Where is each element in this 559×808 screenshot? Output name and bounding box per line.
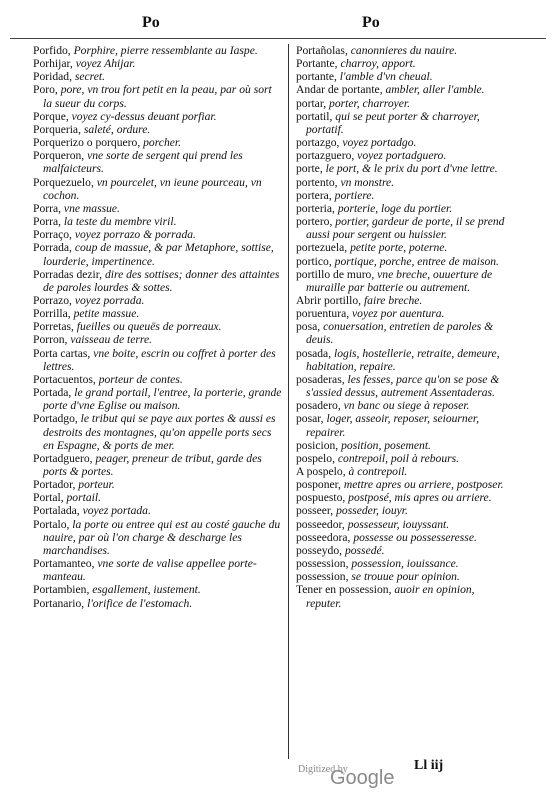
definition: faire breche. bbox=[363, 293, 423, 307]
definition: contrepoil, poil à rebours. bbox=[337, 451, 460, 465]
right-column-entry bbox=[296, 320, 506, 346]
definition: petite massue. bbox=[73, 307, 140, 321]
headword: Abrir portillo, bbox=[296, 293, 364, 307]
definition: peager, preneur de tribut, garde des ports & portes. bbox=[43, 451, 262, 478]
digitized-by-label: Digitized by bbox=[298, 764, 348, 775]
definition: le port, & le prix du port d'vne lettre. bbox=[325, 162, 498, 176]
definition: esgallement, iustement. bbox=[92, 583, 201, 597]
left-column-entry bbox=[33, 57, 283, 70]
left-column-entry bbox=[33, 228, 283, 241]
left-column-entry bbox=[33, 347, 283, 373]
definition: portier, gardeur de porte, il se prend aussi pour sergent ou huissier. bbox=[306, 215, 505, 242]
definition: voyez cy-dessus deuant porfiar. bbox=[71, 109, 217, 123]
headword: Portanario, bbox=[33, 596, 88, 610]
left-column-entry bbox=[33, 373, 283, 386]
headword: Porrilla, bbox=[33, 307, 74, 321]
definition: portail. bbox=[66, 491, 101, 505]
definition: conuersation, entretien de paroles & deuis. bbox=[306, 320, 494, 347]
definition: portique, porche, entree de maison. bbox=[334, 254, 499, 268]
right-column-entry bbox=[296, 412, 506, 438]
headword: Portada, bbox=[33, 386, 75, 400]
definition: mettre apres ou arriere, postposer. bbox=[343, 478, 504, 492]
definition: vne boite, escrin ou coffret à porter des lettres. bbox=[43, 346, 276, 373]
right-column-entry bbox=[296, 373, 506, 399]
left-column-entry bbox=[33, 320, 283, 333]
headword: pospuesto, bbox=[296, 491, 349, 505]
left-column-entry bbox=[33, 136, 283, 149]
definition: possedé. bbox=[344, 543, 385, 557]
headword: Portadgo, bbox=[33, 412, 81, 426]
definition: vn banc ou siege à reposer. bbox=[343, 399, 470, 413]
right-column-entry bbox=[296, 491, 506, 504]
headword: poruentura, bbox=[296, 307, 353, 321]
headword: posponer, bbox=[296, 478, 344, 492]
right-column-entry bbox=[296, 504, 506, 517]
definition: porter, charroyer. bbox=[329, 96, 411, 110]
headword: posaderas, bbox=[296, 372, 348, 386]
right-column-entry bbox=[296, 162, 506, 175]
right-column-entry bbox=[296, 347, 506, 373]
left-column-entry bbox=[33, 294, 283, 307]
definition: canonnieres du nauire. bbox=[350, 44, 458, 57]
definition: se trouue pour opinion. bbox=[351, 570, 460, 584]
definition: la teste du membre viril. bbox=[63, 215, 177, 229]
headword: Portañolas, bbox=[296, 44, 351, 57]
definition: auoir en opinion, reputer. bbox=[306, 583, 475, 610]
headword: posada, bbox=[296, 346, 334, 360]
definition: position, posement. bbox=[341, 438, 431, 452]
left-column-entry bbox=[33, 241, 283, 267]
headword: posadero, bbox=[296, 399, 344, 413]
left-column-entry bbox=[33, 504, 283, 517]
definition: vne massue. bbox=[63, 201, 120, 215]
headword: Porra, bbox=[33, 215, 64, 229]
headword: portante, bbox=[296, 70, 340, 84]
headword: Portador, bbox=[33, 478, 79, 492]
headword: A pospelo, bbox=[296, 465, 349, 478]
definition: voyez portadguero. bbox=[357, 149, 447, 163]
left-column-entry bbox=[33, 478, 283, 491]
definition: secret. bbox=[74, 70, 106, 84]
right-column-entry bbox=[296, 452, 506, 465]
definition: à contrepoil. bbox=[348, 465, 408, 478]
header-rule bbox=[10, 38, 546, 39]
headword: Porrazo, bbox=[33, 293, 75, 307]
right-column-entry bbox=[296, 110, 506, 136]
definition: possesse ou possesseresse. bbox=[353, 530, 477, 544]
definition: porteur de contes. bbox=[98, 372, 183, 386]
right-column-entry bbox=[296, 255, 506, 268]
left-column bbox=[33, 44, 283, 610]
right-column-entry bbox=[296, 241, 506, 254]
definition: voyez porrazo & porrada. bbox=[74, 228, 196, 242]
definition: vne sorte de sergent qui prend les malfaicteurs. bbox=[43, 149, 243, 176]
headword: Porqueria, bbox=[33, 122, 84, 136]
definition: l'orifice de l'estomach. bbox=[87, 596, 193, 610]
definition: le grand portail, l'entree, la porterie, grande porte d'vne Eglise ou maison. bbox=[43, 386, 282, 413]
headword: Portamanteo, bbox=[33, 557, 98, 571]
left-column-entry bbox=[33, 386, 283, 412]
headword: Poridad, bbox=[33, 70, 75, 84]
headword: posar, bbox=[296, 412, 327, 426]
headword: Porta cartas, bbox=[33, 346, 94, 360]
left-column-entry bbox=[33, 215, 283, 228]
definition: dire des sottises; donner des attaintes de paroles lourdes & sottes. bbox=[43, 267, 280, 294]
headword: Tener en possession, bbox=[296, 583, 395, 597]
definition: les fesses, parce qu'on se pose & s'assied dessus, autrement Assentaderas. bbox=[306, 372, 500, 400]
left-column-entry bbox=[33, 149, 283, 175]
running-head-right: Po bbox=[362, 14, 380, 31]
right-column-entry bbox=[296, 307, 506, 320]
left-column-entry bbox=[33, 83, 283, 109]
left-column-entry bbox=[33, 583, 283, 596]
right-column-entry bbox=[296, 149, 506, 162]
left-column-entry bbox=[33, 70, 283, 83]
right-column-entry bbox=[296, 399, 506, 412]
headword: Poro, bbox=[33, 83, 61, 97]
definition: posseder, iouyr. bbox=[336, 504, 408, 518]
headword: possession, bbox=[296, 557, 352, 571]
left-column-entry bbox=[33, 202, 283, 215]
headword: Porhijar, bbox=[33, 57, 76, 71]
left-column-entry bbox=[33, 557, 283, 583]
running-head-left: Po bbox=[142, 14, 160, 31]
right-column-entry bbox=[296, 583, 506, 609]
definition: porterie, loge du portier. bbox=[337, 201, 453, 215]
definition: Porphire, pierre ressemblante au Iaspe. bbox=[73, 44, 258, 57]
headword: Porquezuelo, bbox=[33, 175, 97, 189]
headword: portillo de muro, bbox=[296, 267, 378, 281]
definition: vn pourcelet, vn ieune pourceau, vn cochon. bbox=[43, 175, 262, 202]
right-column bbox=[296, 44, 506, 610]
definition: qui se peut porter & charroyer, portatif. bbox=[306, 109, 480, 136]
definition: voyez por auentura. bbox=[352, 307, 445, 321]
definition: pore, vn trou fort petit en la peau, par où sort la sueur du corps. bbox=[43, 83, 272, 110]
left-column-entry bbox=[33, 44, 283, 57]
definition: logis, hostellerie, retraite, demeure, habitation, repaire. bbox=[306, 346, 500, 373]
definition: postposé, mis apres ou arriere. bbox=[348, 491, 492, 505]
right-column-entry bbox=[296, 189, 506, 202]
right-column-entry bbox=[296, 215, 506, 241]
left-column-entry bbox=[33, 110, 283, 123]
right-column-entry bbox=[296, 557, 506, 570]
headword: Portal, bbox=[33, 491, 67, 505]
left-column-entry bbox=[33, 491, 283, 504]
right-column-entry bbox=[296, 176, 506, 189]
definition: porcher. bbox=[143, 136, 182, 150]
right-column-entry bbox=[296, 44, 506, 57]
headword: Porque, bbox=[33, 109, 72, 123]
headword: posseedora, bbox=[296, 530, 354, 544]
headword: Portacuentos, bbox=[33, 372, 99, 386]
right-column-entry bbox=[296, 268, 506, 294]
headword: possession, bbox=[296, 570, 352, 584]
headword: Portante, bbox=[296, 57, 341, 71]
definition: la porte ou entree qui est au costé gauche du nauire, par où l'on charge & descharge les marchandises. bbox=[43, 517, 281, 557]
definition: ambler, aller l'amble. bbox=[385, 83, 485, 97]
headword: portar, bbox=[296, 96, 330, 110]
headword: Porra, bbox=[33, 201, 64, 215]
headword: Porquerizo o porquero, bbox=[33, 136, 144, 150]
left-column-entry bbox=[33, 307, 283, 320]
headword: Andar de portante, bbox=[296, 83, 386, 97]
definition: saleté, ordure. bbox=[83, 122, 151, 136]
headword: porteria, bbox=[296, 201, 338, 215]
definition: loger, asseoir, reposer, seiourner, repairer. bbox=[306, 412, 479, 439]
definition: le tribut qui se paye aux portes & aussi es destroits des montagnes, qu'on appelle ports secs en Espagne, & ports de mer. bbox=[43, 412, 276, 452]
left-column-entry bbox=[33, 268, 283, 294]
headword: Portalada, bbox=[33, 504, 83, 518]
right-column-entry bbox=[296, 531, 506, 544]
right-column-entry bbox=[296, 70, 506, 83]
headword: posa, bbox=[296, 320, 324, 334]
headword: Portadguero, bbox=[33, 451, 96, 465]
right-column-entry bbox=[296, 478, 506, 491]
headword: posseedor, bbox=[296, 517, 348, 531]
headword: Portalo, bbox=[33, 517, 73, 531]
definition: vne sorte de valise appellee porte-manteau. bbox=[43, 557, 257, 584]
left-column-entry bbox=[33, 176, 283, 202]
headword: pospelo, bbox=[296, 451, 338, 465]
headword: portero, bbox=[296, 215, 336, 229]
headword: porte, bbox=[296, 162, 326, 176]
right-column-entry bbox=[296, 57, 506, 70]
right-column-entry bbox=[296, 439, 506, 452]
headword: portazguero, bbox=[296, 149, 358, 163]
definition: fueilles ou queuës de porreaux. bbox=[76, 320, 222, 334]
headword: Portambien, bbox=[33, 583, 93, 597]
headword: Porqueron, bbox=[33, 149, 88, 163]
definition: coup de massue, & par Metaphore, sottise, lourderie, impertinence. bbox=[43, 241, 274, 268]
headword: portezuela, bbox=[296, 241, 351, 255]
definition: possession, iouissance. bbox=[351, 557, 459, 571]
signature-mark: Ll iij bbox=[414, 758, 444, 773]
column-divider bbox=[288, 44, 289, 759]
definition: portiere. bbox=[334, 188, 375, 202]
headword: posseydo, bbox=[296, 543, 345, 557]
definition: l'amble d'vn cheual. bbox=[339, 70, 433, 84]
headword: portazgo, bbox=[296, 136, 343, 150]
right-column-entry bbox=[296, 136, 506, 149]
headword: Porron, bbox=[33, 333, 71, 347]
headword: posicion, bbox=[296, 438, 342, 452]
definition: voyez portada. bbox=[82, 504, 151, 518]
right-column-entry bbox=[296, 570, 506, 583]
definition: charroy, apport. bbox=[340, 57, 416, 71]
right-column-entry bbox=[296, 518, 506, 531]
headword: Porrada, bbox=[33, 241, 75, 255]
headword: Porraço, bbox=[33, 228, 75, 242]
headword: Porradas dezir, bbox=[33, 267, 105, 281]
left-column-entry bbox=[33, 518, 283, 557]
right-column-entry bbox=[296, 97, 506, 110]
definition: voyez portadgo. bbox=[342, 136, 417, 150]
headword: posseer, bbox=[296, 504, 337, 518]
right-column-entry bbox=[296, 544, 506, 557]
definition: voyez Ahijar. bbox=[75, 57, 136, 71]
definition: vn monstre. bbox=[340, 175, 395, 189]
left-column-entry bbox=[33, 412, 283, 451]
definition: voyez porrada. bbox=[74, 293, 145, 307]
left-column-entry bbox=[33, 597, 283, 610]
headword: portico, bbox=[296, 254, 335, 268]
definition: possesseur, iouyssant. bbox=[347, 517, 450, 531]
definition: vne breche, ouuerture de muraille par batterie ou autrement. bbox=[306, 267, 493, 294]
headword: Porretas, bbox=[33, 320, 77, 334]
headword: portera, bbox=[296, 188, 335, 202]
definition: porteur. bbox=[78, 478, 115, 492]
definition: petite porte, poterne. bbox=[350, 241, 448, 255]
right-column-entry bbox=[296, 202, 506, 215]
left-column-entry bbox=[33, 333, 283, 346]
headword: portatil, bbox=[296, 109, 336, 123]
right-column-entry bbox=[296, 83, 506, 96]
right-column-entry bbox=[296, 294, 506, 307]
headword: portento, bbox=[296, 175, 341, 189]
headword: Porfido, bbox=[33, 44, 74, 57]
google-watermark: Google bbox=[330, 767, 395, 789]
right-column-entry bbox=[296, 465, 506, 478]
definition: vaisseau de terre. bbox=[70, 333, 153, 347]
left-column-entry bbox=[33, 452, 283, 478]
left-column-entry bbox=[33, 123, 283, 136]
